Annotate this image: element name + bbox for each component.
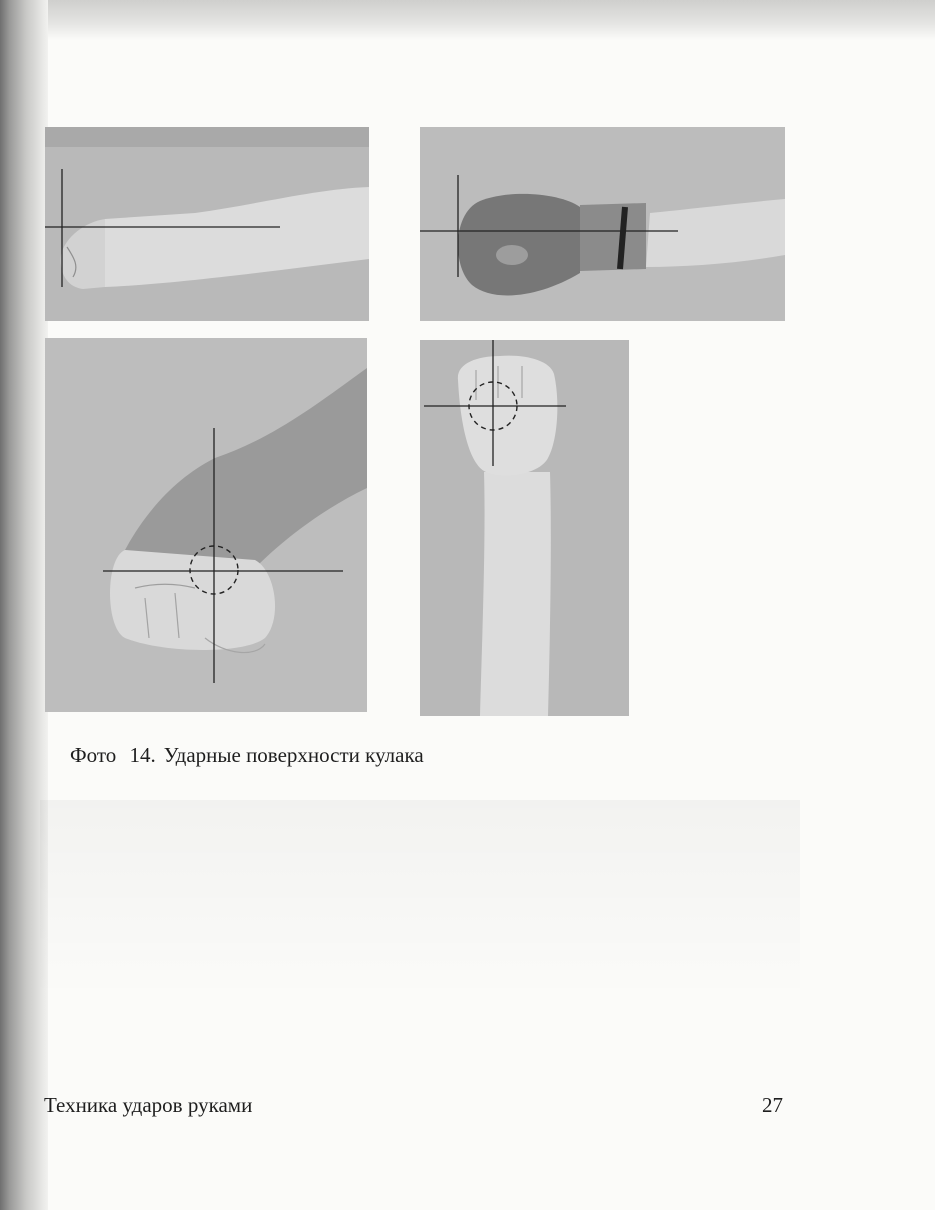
figure-caption-text: Ударные поверхности кулака bbox=[163, 743, 424, 767]
photo-fist-side-view bbox=[45, 127, 369, 321]
figure-number: 14. bbox=[129, 743, 156, 767]
figure-label: Фото bbox=[70, 743, 117, 767]
photo-fist-front-view bbox=[45, 338, 367, 712]
page-number: 27 bbox=[762, 1093, 783, 1117]
photo-fist-raised-forearm-view bbox=[420, 340, 629, 716]
scan-show-through bbox=[40, 800, 800, 1000]
scan-top-shadow bbox=[0, 0, 935, 40]
figure-caption bbox=[70, 743, 432, 768]
fist-front-illustration bbox=[45, 338, 367, 712]
photo-boxing-glove-side-view bbox=[420, 127, 785, 321]
running-title: Техника ударов руками bbox=[44, 1093, 253, 1117]
book-gutter-shadow bbox=[0, 0, 48, 1210]
fist-side-illustration bbox=[45, 127, 369, 321]
glove-side-illustration bbox=[420, 127, 785, 321]
fist-raised-illustration bbox=[420, 340, 629, 716]
